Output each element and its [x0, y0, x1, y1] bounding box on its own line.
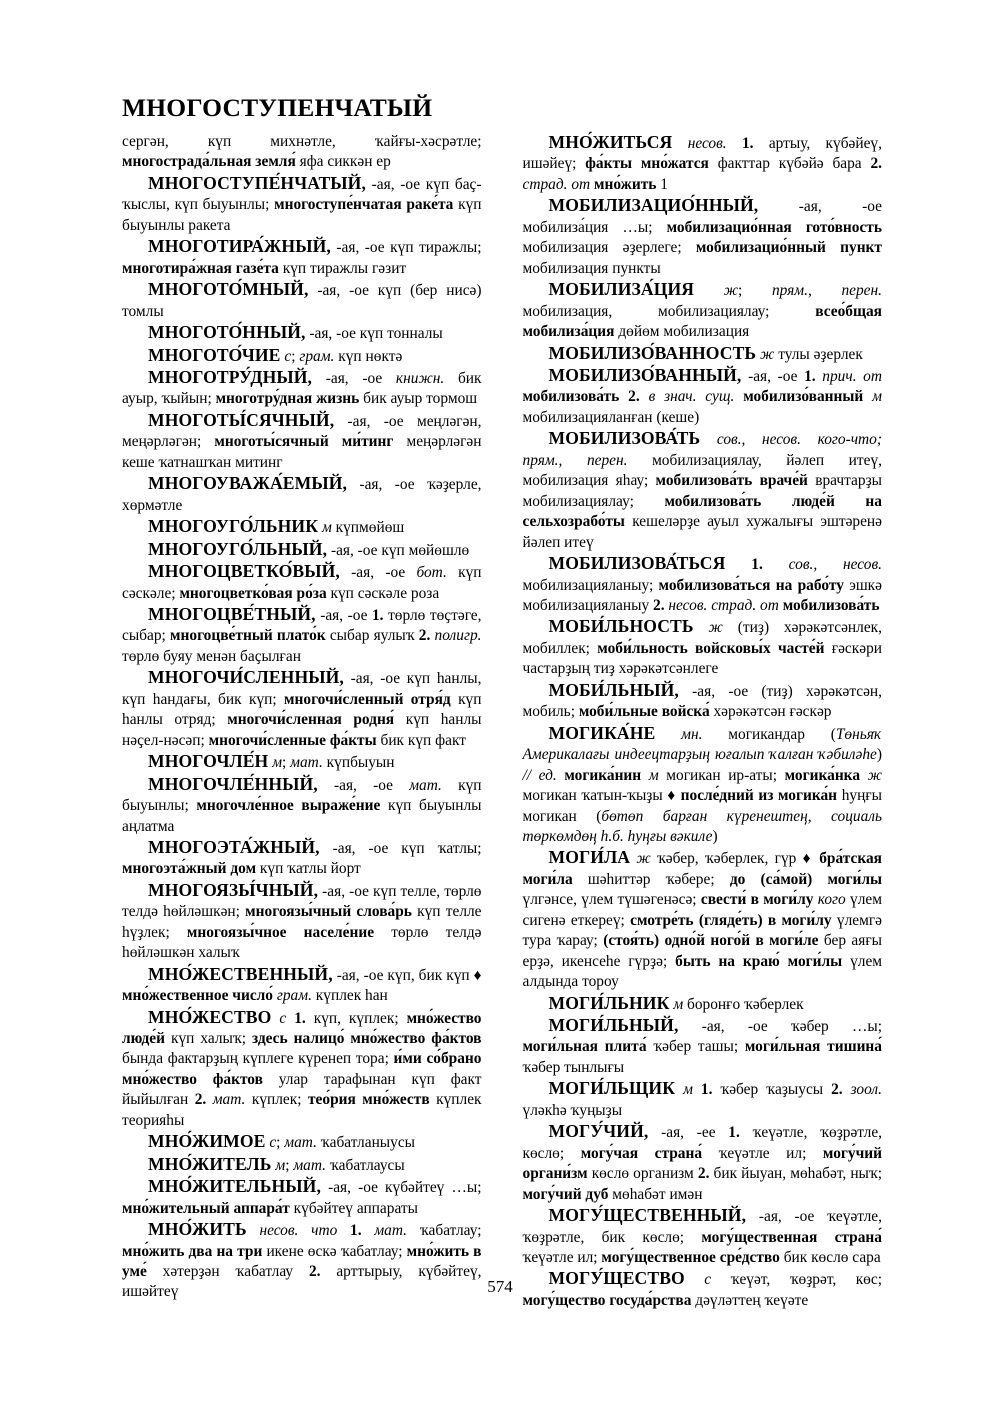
- dictionary-entry: сергән, күп михнәтле, ҡайғы-хәсрәтле; многострада́льная земля́ яфа сиккән ер: [122, 133, 482, 171]
- dictionary-entry: МОБИЛИЗОВА́ТЬСЯ 1. сов., несов. мобилизацияланыу; мобилизова́ться на рабо́ту эшкә мобилизацияланыу 2. несов. страд. от мобилизова́ть: [522, 553, 882, 614]
- dictionary-entry: МОБИ́ЛЬНОСТЬ ж (тиҙ) хәрәкәтсәнлек, мобиллек; моби́льность войсковы́х часте́й ғәскәри частарҙың тиҙ хәрәкәтсәнлеге: [522, 616, 883, 678]
- dictionary-entry: МНО́ЖИТЬСЯ несов. 1. артыу, күбәйеү, ишәйеү; фа́кты мно́жатся факттар күбәйә бара 2. страд. от мно́жить 1: [522, 132, 882, 193]
- dictionary-entry: МНОГОЧЛЕ́ННЫЙ, -ая, -ое мат. күп быуынлы; многочле́нное выраже́ние күп быуынлы аңлатма: [122, 773, 482, 835]
- dictionary-entry: МНОГОТО́ННЫЙ, -ая, -ое күп тонналы: [148, 322, 443, 343]
- dictionary-entry: МОБИ́ЛЬНЫЙ, -ая, -ое (тиҙ) хәрәкәтсән, мобиль; моби́льные войска́ хәрәкәтсән ғәскәр: [522, 679, 882, 721]
- dictionary-entry: МНО́ЖИТЕЛЬНЫЙ, -ая, -ое күбәйтеү …ы; мно́жительный аппара́т күбәйтеү аппараты: [122, 1176, 482, 1217]
- page-number: 574: [487, 1277, 513, 1296]
- column-left: [122, 132, 482, 1311]
- dictionary-entry: МНОГОЧЛЕ́Н м; мат. күпбыуын: [148, 751, 395, 772]
- dictionary-entry: МОБИЛИЗАЦИО́ННЫЙ, -ая, -ое мобилиза́ция …ы; мобилизацио́нная гото́вность мобилизация әҙерлеге; мобилизацио́нный пункт мобилизация пункты: [522, 195, 882, 277]
- text-columns: [122, 132, 882, 1311]
- dictionary-entry: МОГУ́ЩЕСТВЕННЫЙ, -ая, -ое ҡеүәтле, ҡөҙрәтле, бик көслө; могу́щественная страна́ ҡеүәтле ил; могу́щественное сре́дство бик көслө сара: [522, 1205, 882, 1267]
- dictionary-entry: МОБИЛИЗА́ЦИЯ ж; прям., перен. мобилизация, мобилизациялау; всео́бщая мобилиза́ция дөйөм мобилизация: [522, 279, 882, 341]
- dictionary-entry: МНО́ЖИТЬ несов. что 1. мат. ҡабатлау; мно́жить два на три икене өскә ҡабатлау; мно́жить в уме́ хәтерҙән ҡабатлау 2. арттырыу, күбәйтеү, ишәйтеү: [122, 1219, 482, 1301]
- column-right: [523, 132, 883, 1311]
- dictionary-entry: МОГИ́ЛЬЩИК м 1. ҡәбер ҡаҙыусы 2. зоол. үләкһә ҡуңыҙы: [522, 1078, 882, 1119]
- dictionary-entry: МОБИЛИЗО́ВАННЫЙ, -ая, -ое 1. прич. от мобилизова́ть 2. в знач. сущ. мобилизо́ванный м мобилизацияланған (кеше): [522, 364, 882, 426]
- dictionary-entry: МОГУ́ЩЕСТВО с ҡеүәт, ҡөҙрәт, көс; могу́щество госуда́рства дәүләттең ҡеүәте: [522, 1268, 882, 1309]
- dictionary-entry: МНО́ЖИТЕЛЬ м; мат. ҡабатлаусы: [148, 1153, 405, 1174]
- dictionary-entry: МНОГОЭТА́ЖНЫЙ, -ая, -ое күп ҡатлы; многоэта́жный дом күп ҡатлы йорт: [122, 836, 482, 878]
- dictionary-entry: МНОГОЦВЕ́ТНЫЙ, -ая, -ое 1. төрлө төҫтәге, сыбар; многоцве́тный плато́к сыбар яулыҡ 2. полигр. төрлө буяу менән баҫылған: [122, 603, 482, 665]
- dictionary-entry: МОГИ́ЛЬНИК м боронғо ҡәберлек: [548, 992, 804, 1013]
- dictionary-entry: МОБИЛИЗО́ВАННОСТЬ ж тулы әҙерлек: [548, 342, 863, 363]
- dictionary-entry: МНОГОУГО́ЛЬНЫЙ, -ая, -ое күп мөйөшлө: [148, 538, 470, 559]
- dictionary-entry: МОБИЛИЗОВА́ТЬ сов., несов. кого-что; прям., перен. мобилизациялау, йәлеп итеү, мобилизация яһау; мобилизова́ть враче́й врачтарҙы мобилизациялау; мобилизова́ть люде́й на сельхозрабо́ты кешеләрҙе ауыл хужалығы эштәренә йәлеп итеү: [522, 428, 882, 551]
- dictionary-entry: МНОГОТО́ЧИЕ с; грам. күп нөктә: [148, 344, 403, 365]
- dictionary-entry: МНОГОЧИ́СЛЕННЫЙ, -ая, -ое күп һанлы, күп һандағы, бик күп; многочи́сленный отря́д күп һанлы отряд; многочи́сленная родня́ күп һанлы нәҫел-нәсәп; многочи́сленные фа́кты бик күп факт: [122, 667, 482, 749]
- dictionary-entry: МНОГОТРУ́ДНЫЙ, -ая, -ое книжн. бик ауыр, ҡыйын; многотру́дная жизнь бик ауыр тормош: [122, 366, 482, 408]
- dictionary-entry: МОГИ́ЛЬНЫЙ, -ая, -ое ҡәбер …ы; моги́льная плита́ ҡәбер ташы; моги́льная тишина́ ҡәбер тынлығы: [522, 1015, 882, 1076]
- dictionary-entry: МНОГОУВАЖА́ЕМЫЙ, -ая, -ое ҡәҙерле, хөрмәтле: [122, 473, 482, 514]
- dictionary-entry: МНОГОЦВЕТКО́ВЫЙ, -ая, -ое бот. күп сәскәле; многоцветко́вая ро́за күп сәскәле роза: [122, 561, 482, 602]
- dictionary-entry: МНОГОТИРА́ЖНЫЙ, -ая, -ое күп тиражлы; многотира́жная газе́та күп тиражлы гәзит: [122, 236, 482, 277]
- dictionary-entry: МОГУ́ЧИЙ, -ая, -ее 1. ҡеүәтле, ҡөҙрәтле, көслө; могу́чая страна́ ҡеүәтле ил; могу́чий органи́зм көслө организм 2. бик йыуан, мөһабәт, ныҡ; могу́чий дуб мөһабәт имән: [522, 1121, 883, 1203]
- dictionary-entry: МНО́ЖЕСТВО с 1. күп, күплек; мно́жество люде́й күп халыҡ; здесь налицо́ мно́жество фа́ктов бында фактарҙың күплеге күренеп тора; и́ми со́брано мно́жество фа́ктов улар тарафынан күп факт йыйылған 2. мат. күплек; тео́рия мно́жеств күплек теорияһы: [122, 1006, 482, 1129]
- dictionary-entry: МНО́ЖЕСТВЕННЫЙ, -ая, -ое күп, бик күп ♦ мно́жественное число́ грам. күплек һан: [122, 963, 482, 1005]
- dictionary-entry: МНОГОЯЗЫ́ЧНЫЙ, -ая, -ое күп телле, төрлө телдә һөйләшкән; многоязы́чный слова́рь күп телле һүҙлек; многоязы́чное населе́ние төрлө телдә һөйләшкән халыҡ: [122, 879, 482, 962]
- dictionary-entry: МНОГОТЫ́СЯЧНЫЙ, -ая, -ое меңләгән, меңәрләгән; многоты́сячный ми́тинг меңәрләгән кеше ҡатнашҡан митинг: [122, 409, 482, 471]
- dictionary-entry: МНОГОСТУПЕ́НЧАТЫЙ, -ая, -ое күп баҫ-ҡыслы, күп быуынлы; многоступе́нчатая раке́та күп быуынлы ракета: [122, 172, 482, 234]
- running-head: МНОГОСТУПЕНЧАТЫЙ: [122, 93, 433, 122]
- dictionary-entry: МНО́ЖИМОЕ с; мат. ҡабатланыусы: [148, 1131, 416, 1152]
- dictionary-entry: МОГИ́ЛА ж ҡәбер, ҡәберлек, гүр ♦ бра́тская моги́ла шәһиттәр ҡәбере; до (са́мой) моги́лы үлгәнсе, үлем түшәгенәсә; свести́ в моги́лу кого үлем сигенә еткереү; смотре́ть (гляде́ть) в моги́лу үлемгә тура ҡарау; (стоя́ть) одно́й ного́й в моги́ле бер аяғы ерҙә, икенсеһе гүрҙә; быть на краю́ моги́лы үлем алдында тороу: [522, 847, 883, 991]
- dictionary-entry: МНОГОТО́МНЫЙ, -ая, -ое күп (бер нисә) томлы: [122, 279, 482, 320]
- dictionary-entry: МНОГОУГО́ЛЬНИК м күпмөйөш: [148, 516, 405, 537]
- dictionary-entry: МОГИКА́НЕ мн. могикандар (Төньяҡ Америкалағы индеецтарҙың юғалып ҡалған ҡәбиләһе) // ед. могика́нин м могикан ир-аты; могика́нка ж могикан ҡатын-ҡыҙы ♦ после́дний из могика́н һуңғы могикан (бөтөп барған күренештең, социаль төркөмдөң һ.б. һуңғы вәкиле): [522, 722, 882, 845]
